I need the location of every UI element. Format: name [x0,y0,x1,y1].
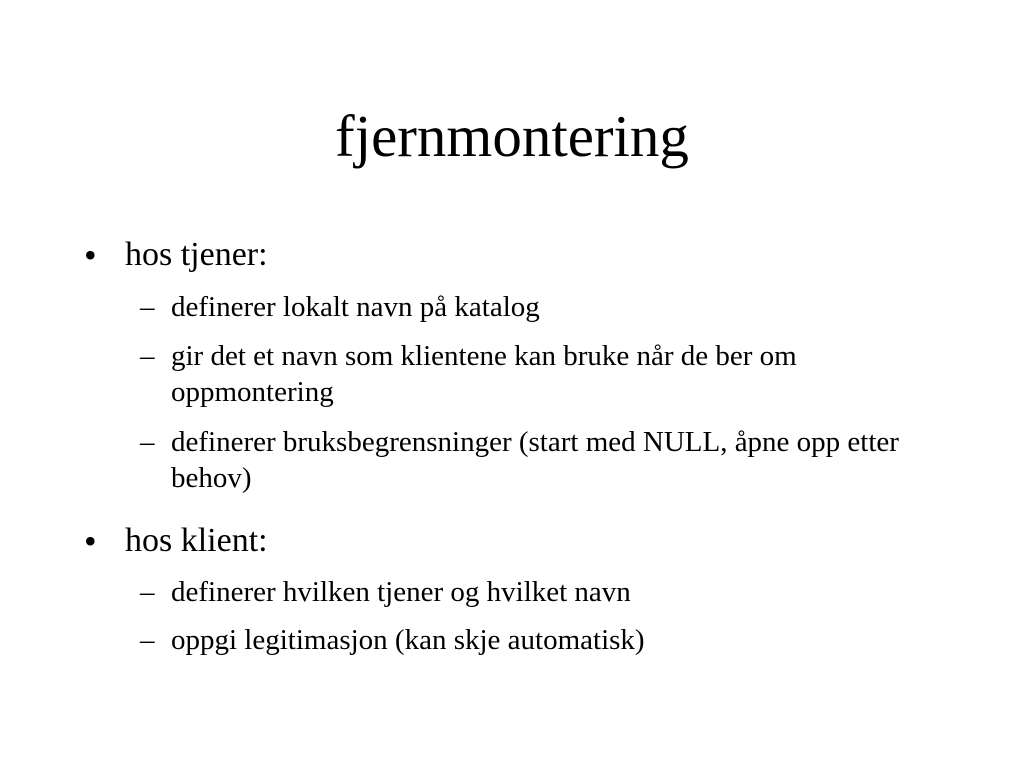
dash-marker: – [140,426,155,458]
sub-item-text: definerer lokalt navn på katalog [171,291,540,323]
sub-item-text: definerer bruksbegrensninger (start med NULL, åpne opp etter behov) [171,426,899,494]
bullet-item-server [0,233,1024,277]
bullet-text: hos klient: [125,522,268,559]
slide-title: fjernmontering [335,103,689,169]
bullet-marker: • [84,235,97,275]
sub-item-text: oppgi legitimasjon (kan skje automatisk) [171,624,645,656]
dash-marker: – [140,624,155,656]
dash-marker: – [140,291,155,323]
bullet-item-client [0,519,1024,563]
bullet-marker: • [84,521,97,561]
bullet-text: hos tjener: [125,236,268,273]
sub-item-text: gir det et navn som klientene kan bruke når de ber om oppmontering [171,340,797,408]
dash-marker: – [140,576,155,608]
sub-item-text: definerer hvilken tjener og hvilket navn [171,576,631,608]
dash-marker: – [140,340,155,372]
